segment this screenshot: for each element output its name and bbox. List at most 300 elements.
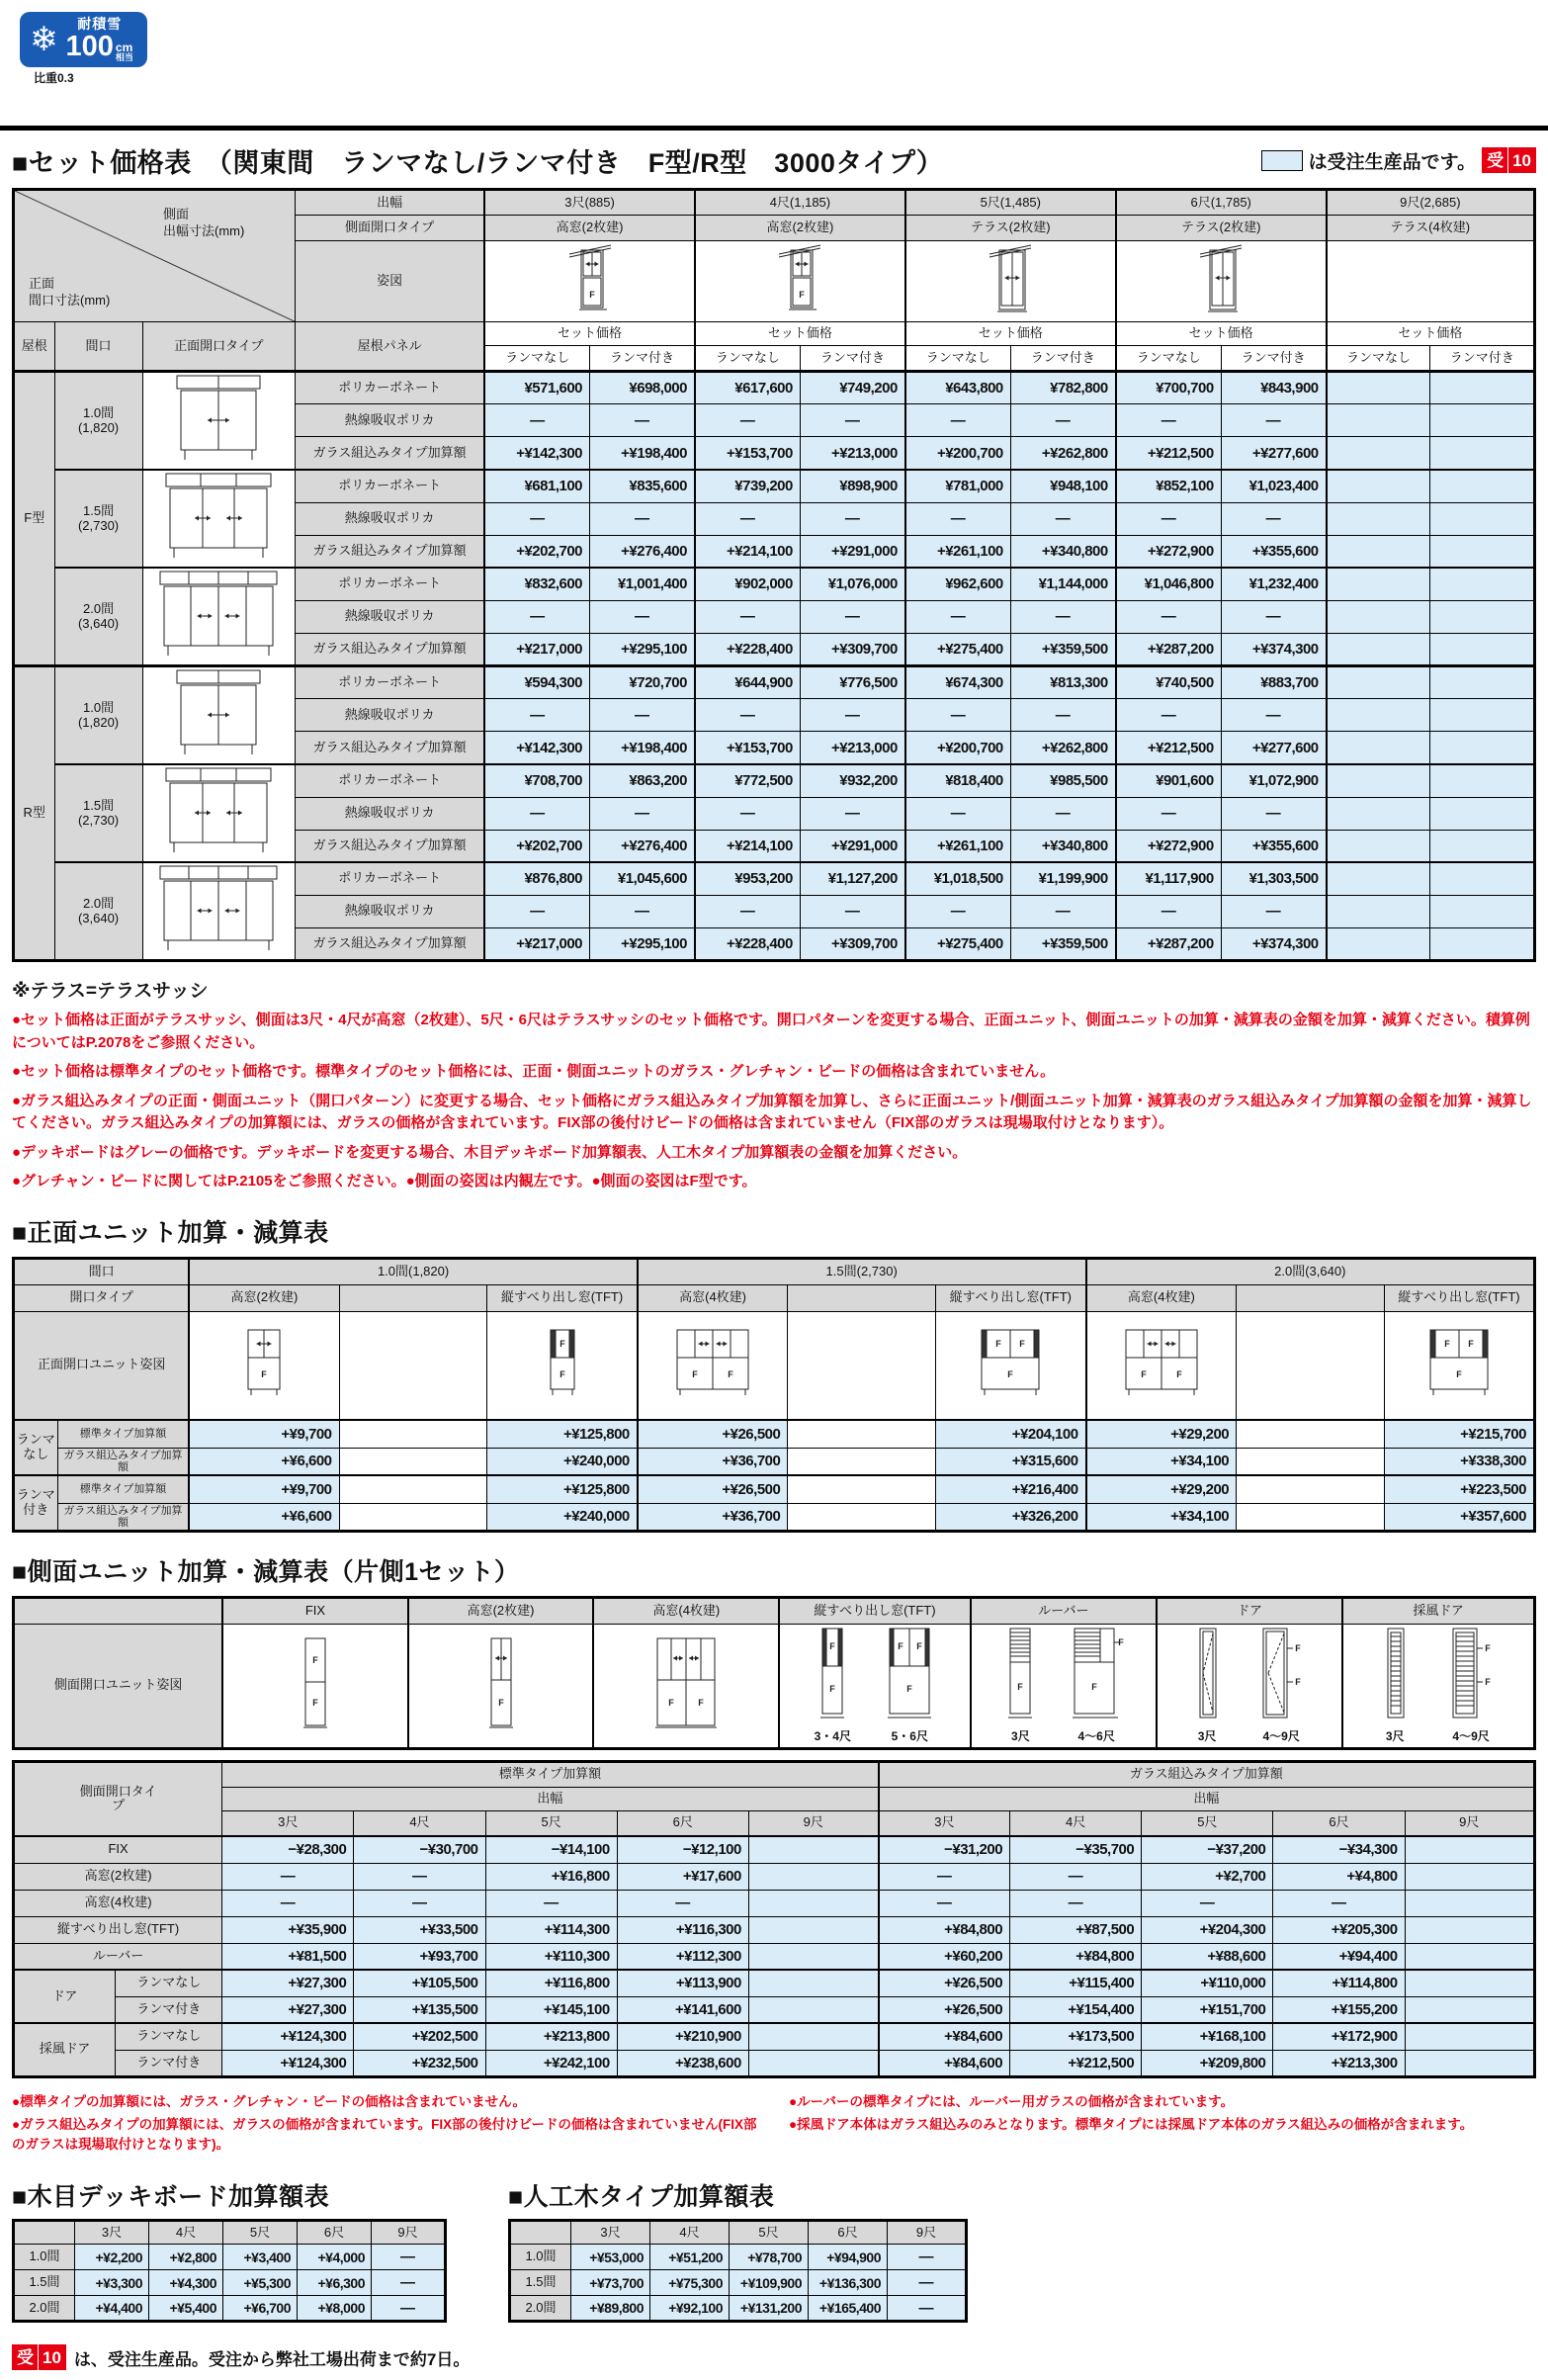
price-cell: ― [484,699,589,732]
price-cell: ¥843,900 [1221,372,1326,404]
side-value-cell: +¥2,700 [1142,1863,1273,1890]
depth-col: 9尺 [1405,1810,1534,1836]
price-cell: ― [905,699,1010,732]
price-cell: +¥200,700 [905,732,1010,764]
note-bullet: ●グレチャン・ビードに関してはP.2105をご参照ください。●側面の姿図は内観左です。●側面の姿図はF型です。 [12,1173,757,1190]
price-cell: ¥852,100 [1116,470,1221,502]
front-unit-value: +¥26,500 [638,1420,788,1448]
price-cell: ¥772,500 [695,764,800,797]
depth-col: 4尺 [354,1810,485,1836]
price-cell: ¥813,300 [1010,666,1115,699]
deck-value-cell: +¥6,700 [223,2296,298,2322]
svg-text:F: F [1485,1677,1491,1688]
front-unit-tft-figure [541,1328,584,1397]
side-unit-tft-small-figure [815,1627,850,1725]
price-cell: ― [800,502,904,535]
price-cell: ― [1116,797,1221,830]
side-value-cell: ― [1273,1890,1405,1916]
deck-depth-header: 3尺 [571,2221,650,2245]
front-unit-value: +¥9,700 [189,1420,339,1448]
price-cell [1327,895,1430,927]
price-cell [1327,470,1430,502]
side-value-cell [1405,2023,1534,2050]
svg-text:F: F [588,290,595,300]
side-value-cell: +¥168,100 [1142,2023,1273,2050]
terrace-note-heading: ※テラス=テラスサッシ [12,981,209,1002]
side-value-cell: +¥213,800 [485,2023,617,2050]
deck-row-label: 1.5間 [510,2270,571,2296]
price-cell: ― [695,404,800,437]
side-value-cell: +¥145,100 [485,1996,617,2023]
side-value-cell: +¥238,600 [617,2050,748,2076]
deck-row-label: 1.0間 [14,2245,75,2270]
side-fig-corner [14,1597,223,1624]
front-3pane-figure [160,472,277,561]
side-value-cell: +¥242,100 [485,2050,617,2076]
svg-text:F: F [1019,1339,1026,1350]
depth-col: 5尺 [1142,1810,1273,1836]
deck-row-label: 2.0間 [14,2296,75,2322]
price-cell: +¥275,400 [905,633,1010,665]
svg-text:F: F [916,1641,923,1652]
front-unit-figure-left [638,1311,788,1420]
svg-text:F: F [261,1369,268,1380]
side-value-cell: +¥26,500 [879,1970,1010,1996]
price-cell: ― [1010,502,1115,535]
front-unit-value: +¥357,600 [1385,1503,1535,1531]
deck-value-cell: +¥78,700 [730,2245,809,2270]
roof-header: 屋根 [14,322,55,372]
front-4pane-figure [155,864,282,953]
front-unit-value: +¥36,700 [638,1503,788,1531]
price-cell [1430,862,1535,895]
price-cell: ¥739,200 [695,470,800,502]
price-cell: +¥213,000 [800,437,904,470]
glass-add-label: ガラス組込みタイプ加算額 [57,1448,189,1475]
roof-panel-label: ガラス組込みタイプ加算額 [296,633,485,665]
price-cell: ― [905,404,1010,437]
deck-value-cell: +¥92,100 [650,2296,730,2322]
front-unit-tft2-figure [976,1328,1045,1397]
price-cell [1430,535,1535,568]
price-cell: +¥355,600 [1221,535,1326,568]
price-cell: +¥291,000 [800,830,904,862]
side-terrace-figure [988,242,1033,315]
price-cell [1327,797,1430,830]
side-row-label: 高窓(4枚建) [14,1890,222,1916]
side-value-cell: +¥124,300 [222,2023,354,2050]
span-header: 間口 [54,322,142,372]
deck-value-cell: +¥89,800 [571,2296,650,2322]
price-cell: +¥214,100 [695,535,800,568]
figure-size-caption: 3尺 [1385,1729,1405,1744]
footer-order-badge-right: 10 [38,2344,66,2370]
note-bullet: ●セット価格は正面がテラスサッシ、側面は3尺・4尺が高窓（2枚建）、5尺・6尺はテラスサッシのセット価格です。開口パターンを変更する場合、正面ユニット、側面ユニットの加算・減算表の金額を加算・減算ください。積算例についてはP.2078をご参照ください。 [12,1012,1530,1051]
deck-depth-header: 6尺 [809,2221,888,2245]
deck-value-cell: +¥3,300 [75,2270,149,2296]
value-spacer [788,1503,936,1531]
price-cell: ¥720,700 [590,666,695,699]
side-value-cell [1405,2050,1534,2076]
deck-depth-header: 9尺 [372,2221,446,2245]
snow-load-badge [20,12,147,67]
span-label: 2.0間 (3,640) [54,862,142,961]
side-value-cell: ― [222,1890,354,1916]
side-open-type-value: テラス(2枚建) [905,216,1116,241]
side-unit-door-large-figure [1255,1627,1307,1725]
front-2pane-figure [169,668,268,757]
price-cell: ― [1221,797,1326,830]
price-cell: ― [905,895,1010,927]
svg-text:F: F [898,1641,904,1652]
order-badge [1482,147,1536,173]
price-cell: ― [484,797,589,830]
price-cell: ¥1,045,600 [590,862,695,895]
price-cell: +¥277,600 [1221,437,1326,470]
front-unit-figure-header: 正面開口ユニット姿図 [14,1311,190,1420]
side-value-cell: +¥205,300 [1273,1916,1405,1943]
price-cell [1430,437,1535,470]
side-row-label: FIX [14,1836,222,1863]
roof-panel-label: ガラス組込みタイプ加算額 [296,830,485,862]
deck-depth-header: 6尺 [298,2221,372,2245]
price-cell: ― [800,404,904,437]
corner-side-label: 側面 出幅寸法(mm) [163,207,245,238]
price-cell: +¥153,700 [695,437,800,470]
side-figure-cell [779,1624,970,1748]
value-spacer [1237,1475,1385,1503]
side-value-cell [748,1836,878,1863]
front-unit-value: +¥223,500 [1385,1475,1535,1503]
side-notes-left [12,2088,759,2159]
front-figure-cell [142,470,296,568]
value-spacer [339,1448,487,1475]
ranma-none-header: ランマなし [1327,346,1430,372]
svg-text:F: F [829,1641,836,1652]
span-group-header: 1.5間(2,730) [638,1258,1086,1284]
price-cell: ¥617,600 [695,372,800,404]
side-row-label: 縦すべり出し窓(TFT) [14,1916,222,1943]
glass-add-label: ガラス組込みタイプ加算額 [57,1503,189,1531]
front-unit-highwindow4-figure [1120,1328,1203,1397]
side-value-cell: +¥141,600 [617,1996,748,2023]
side-value-cell: +¥202,500 [354,2023,485,2050]
roof-panel-label: 熱線吸収ポリカ [296,895,485,927]
side-value-cell: +¥112,300 [617,1943,748,1970]
front-unit-figure-right [1385,1311,1535,1420]
svg-text:F: F [698,1697,705,1708]
price-cell [1430,732,1535,764]
front-4pane-figure [155,570,282,659]
side-value-cell: +¥213,300 [1273,2050,1405,2076]
side-unit-notes [12,2088,1536,2159]
note-bullet: ●ガラス組込みタイプの加算額には、ガラスの価格が含まれています。FIX部の後付けビードの価格は含まれていません(FIX部のガラスは現場取付けとなります)。 [12,2117,757,2152]
front-unit-value: +¥326,200 [936,1503,1086,1531]
front-unit-value: +¥315,600 [936,1448,1086,1475]
value-spacer [1237,1448,1385,1475]
price-cell: ¥1,117,900 [1116,862,1221,895]
ranma-with-header: ランマ付き [1430,346,1535,372]
side-figure-cell [1157,1624,1342,1748]
span-label: 1.0間 (1,820) [54,666,142,765]
side-unit-vent-door-large-figure [1445,1627,1497,1725]
side-value-cell: −¥28,300 [222,1836,354,1863]
price-cell: ¥876,800 [484,862,589,895]
value-spacer [1237,1420,1385,1448]
order-made-swatch [1261,150,1303,171]
price-cell: ¥674,300 [905,666,1010,699]
deck-value-cell: ― [372,2270,446,2296]
price-cell: +¥359,500 [1010,927,1115,960]
deck-value-cell: ― [888,2296,967,2322]
side-figure-cell [1116,241,1327,322]
side-value-cell [1405,1916,1534,1943]
divider-rule [0,126,1548,131]
deck-row-label: 2.0間 [510,2296,571,2322]
price-cell: ― [905,502,1010,535]
svg-text:F: F [668,1697,675,1708]
price-cell: ¥932,200 [800,764,904,797]
side-value-cell: +¥27,300 [222,1996,354,2023]
side-unit-door-small-figure [1192,1627,1222,1725]
side-value-cell [748,1890,878,1916]
side-value-cell: +¥35,900 [222,1916,354,1943]
depth-subheader: 出幅 [879,1787,1535,1810]
figure-row-header: 姿図 [296,241,485,322]
price-cell: ¥681,100 [484,470,589,502]
ranma-with-header: ランマ付き [590,346,695,372]
price-cell: +¥202,700 [484,535,589,568]
depth-col: 6尺 [1273,1810,1405,1836]
price-cell: +¥202,700 [484,830,589,862]
side-value-cell: +¥84,600 [879,2023,1010,2050]
price-cell: +¥198,400 [590,437,695,470]
order-made-note: は受注生産品です。 [1308,151,1477,173]
roof-panel-label: ガラス組込みタイプ加算額 [296,927,485,960]
front-open-type-header: 正面開口タイプ [142,322,296,372]
price-cell: ¥962,600 [905,568,1010,600]
price-cell: ¥1,018,500 [905,862,1010,895]
std-add-label: 標準タイプ加算額 [57,1420,189,1448]
side-value-cell: ― [879,1890,1010,1916]
side-value-cell: +¥27,300 [222,1970,354,1996]
svg-text:F: F [497,1697,504,1708]
price-cell: ¥1,232,400 [1221,568,1326,600]
price-cell: +¥212,500 [1116,732,1221,764]
side-value-cell: +¥114,800 [1273,1970,1405,1996]
deck-value-cell: +¥4,400 [75,2296,149,2322]
front-figure-cell [142,568,296,666]
svg-text:F: F [1007,1369,1014,1380]
specific-gravity-note: 比重0.3 [34,71,74,85]
side-value-cell: +¥151,700 [1142,1996,1273,2023]
price-cell [1327,633,1430,665]
open-type-right: 縦すべり出し窓(TFT) [936,1284,1086,1311]
price-cell: ¥1,023,400 [1221,470,1326,502]
note-bullet: ●ルーバーの標準タイプには、ルーバー用ガラスの価格が含まれています。 [789,2093,1235,2109]
svg-text:F: F [312,1697,318,1708]
svg-text:F: F [799,290,806,300]
svg-text:F: F [312,1654,318,1665]
price-cell: ¥1,127,200 [800,862,904,895]
price-cell: ― [590,699,695,732]
price-cell [1327,862,1430,895]
side-value-cell: +¥113,900 [617,1970,748,1996]
open-type-header: 開口タイプ [14,1284,190,1311]
side-open-type-value: 高窓(2枚建) [484,216,695,241]
price-cell: ― [1010,895,1115,927]
svg-text:F: F [1141,1369,1147,1380]
price-cell: ― [1116,699,1221,732]
side-row-label: ルーバー [14,1943,222,1970]
ranma-none-header: ランマなし [1116,346,1221,372]
deck-row-label: 1.0間 [510,2245,571,2270]
side-value-cell: +¥17,600 [617,1863,748,1890]
front-unit-value: +¥29,200 [1086,1475,1237,1503]
set-price-header: セット価格 [1116,322,1327,346]
side-value-cell [1405,1996,1534,2023]
figure-spacer [1237,1311,1385,1420]
price-cell: +¥272,900 [1116,535,1221,568]
svg-text:F: F [1295,1677,1301,1688]
set-price-header: セット価格 [905,322,1116,346]
price-cell: +¥214,100 [695,830,800,862]
price-cell: ― [484,404,589,437]
side-value-cell [748,1970,878,1996]
price-cell [1430,927,1535,960]
front-figure-cell [142,372,296,471]
resin-deck-block [508,2167,968,2323]
price-cell: ― [484,895,589,927]
roof-type-label: F型 [14,372,55,666]
price-cell: ― [1221,600,1326,633]
price-cell: ¥1,046,800 [1116,568,1221,600]
svg-text:F: F [1118,1637,1124,1648]
price-cell: ― [1010,404,1115,437]
side-open-type-header: 側面開口タイプ [296,216,485,241]
open-type-left: 高窓(4枚建) [1086,1284,1237,1311]
main-notes [0,976,1548,1193]
value-spacer [1237,1503,1385,1531]
price-cell [1430,633,1535,665]
side-figure-cell [484,241,695,322]
side-terrace-figure [1198,242,1244,315]
front-figure-cell [142,666,296,765]
side-unit-figure-table [12,1596,1536,1750]
price-cell: ― [800,895,904,927]
deck-value-cell: +¥4,300 [149,2270,223,2296]
side-figure-cell [1327,241,1535,322]
note-bullet: ●採風ドア本体はガラス組込みのみとなります。標準タイプには採風ドア本体のガラス組込みの価格が含まれます。 [789,2117,1474,2133]
side-value-cell: −¥37,200 [1142,1836,1273,1863]
price-cell [1327,568,1430,600]
side-value-cell: +¥116,800 [485,1970,617,1996]
footer-order-badge [12,2344,66,2370]
side-row-label: 高窓(2枚建) [14,1863,222,1890]
price-cell: ― [695,502,800,535]
side-row-label: ドア [14,1970,116,2023]
svg-text:F: F [1456,1369,1462,1380]
price-cell: ¥1,076,000 [800,568,904,600]
deck-value-cell: ― [372,2245,446,2270]
front-unit-highwindow2-figure [238,1328,290,1397]
value-spacer [339,1420,487,1448]
price-cell: ― [800,699,904,732]
price-cell: ¥740,500 [1116,666,1221,699]
side-row-sublabel: ランマ付き [116,1996,222,2023]
price-cell: ¥1,144,000 [1010,568,1115,600]
side-fig-type-header: FIX [222,1597,408,1624]
price-cell: +¥276,400 [590,830,695,862]
side-unit-louver-large-figure [1069,1627,1124,1725]
price-cell [1327,404,1430,437]
price-cell: ¥832,600 [484,568,589,600]
price-cell: ― [800,600,904,633]
figure-size-caption: 3・4尺 [814,1729,851,1744]
figure-size-caption: 4～9尺 [1452,1729,1490,1744]
front-figure-cell [142,862,296,961]
price-cell: ― [1221,502,1326,535]
side-value-cell: +¥116,300 [617,1916,748,1943]
side-value-cell: ― [1142,1890,1273,1916]
value-spacer [788,1448,936,1475]
svg-text:F: F [1176,1369,1182,1380]
side-value-cell: +¥84,800 [1010,1943,1142,1970]
price-cell [1327,437,1430,470]
side-value-cell: −¥35,700 [1010,1836,1142,1863]
front-unit-value: +¥36,700 [638,1448,788,1475]
front-unit-table [12,1257,1536,1533]
front-unit-highwindow4-figure [671,1328,754,1397]
depth-col-header: 6尺(1,785) [1116,190,1327,216]
roof-panel-label: ガラス組込みタイプ加算額 [296,535,485,568]
deck-value-cell: +¥109,900 [730,2270,809,2296]
price-cell: ¥749,200 [800,372,904,404]
side-value-cell [1405,1943,1534,1970]
side-value-cell: +¥155,200 [1273,1996,1405,2023]
price-cell: ― [1116,502,1221,535]
price-cell: ― [484,502,589,535]
depth-col-header: 9尺(2,685) [1327,190,1535,216]
deck-depth-header: 5尺 [223,2221,298,2245]
price-cell: ¥782,800 [1010,372,1115,404]
price-cell [1430,764,1535,797]
price-cell: ¥698,000 [590,372,695,404]
wood-deck-block [12,2167,447,2323]
price-cell: +¥340,800 [1010,830,1115,862]
svg-text:F: F [1444,1339,1450,1350]
side-row-label: 採風ドア [14,2023,116,2076]
price-cell: +¥340,800 [1010,535,1115,568]
price-cell [1430,404,1535,437]
price-cell: ¥708,700 [484,764,589,797]
side-value-cell: −¥14,100 [485,1836,617,1863]
resin-deck-table [508,2219,968,2323]
roof-panel-label: 熱線吸収ポリカ [296,502,485,535]
side-value-cell: ― [617,1890,748,1916]
side-value-cell [748,1863,878,1890]
side-fig-type-header: 採風ドア [1342,1597,1534,1624]
figure-spacer [339,1311,487,1420]
price-cell: +¥153,700 [695,732,800,764]
side-value-cell: +¥81,500 [222,1943,354,1970]
wood-deck-title: ■木目デッキボード加算額表 [12,2183,330,2212]
price-cell: +¥276,400 [590,535,695,568]
side-value-cell: +¥94,400 [1273,1943,1405,1970]
figure-size-caption: 5・6尺 [891,1729,928,1744]
deck-corner [14,2221,75,2245]
side-open-type-value: テラス(2枚建) [1116,216,1327,241]
